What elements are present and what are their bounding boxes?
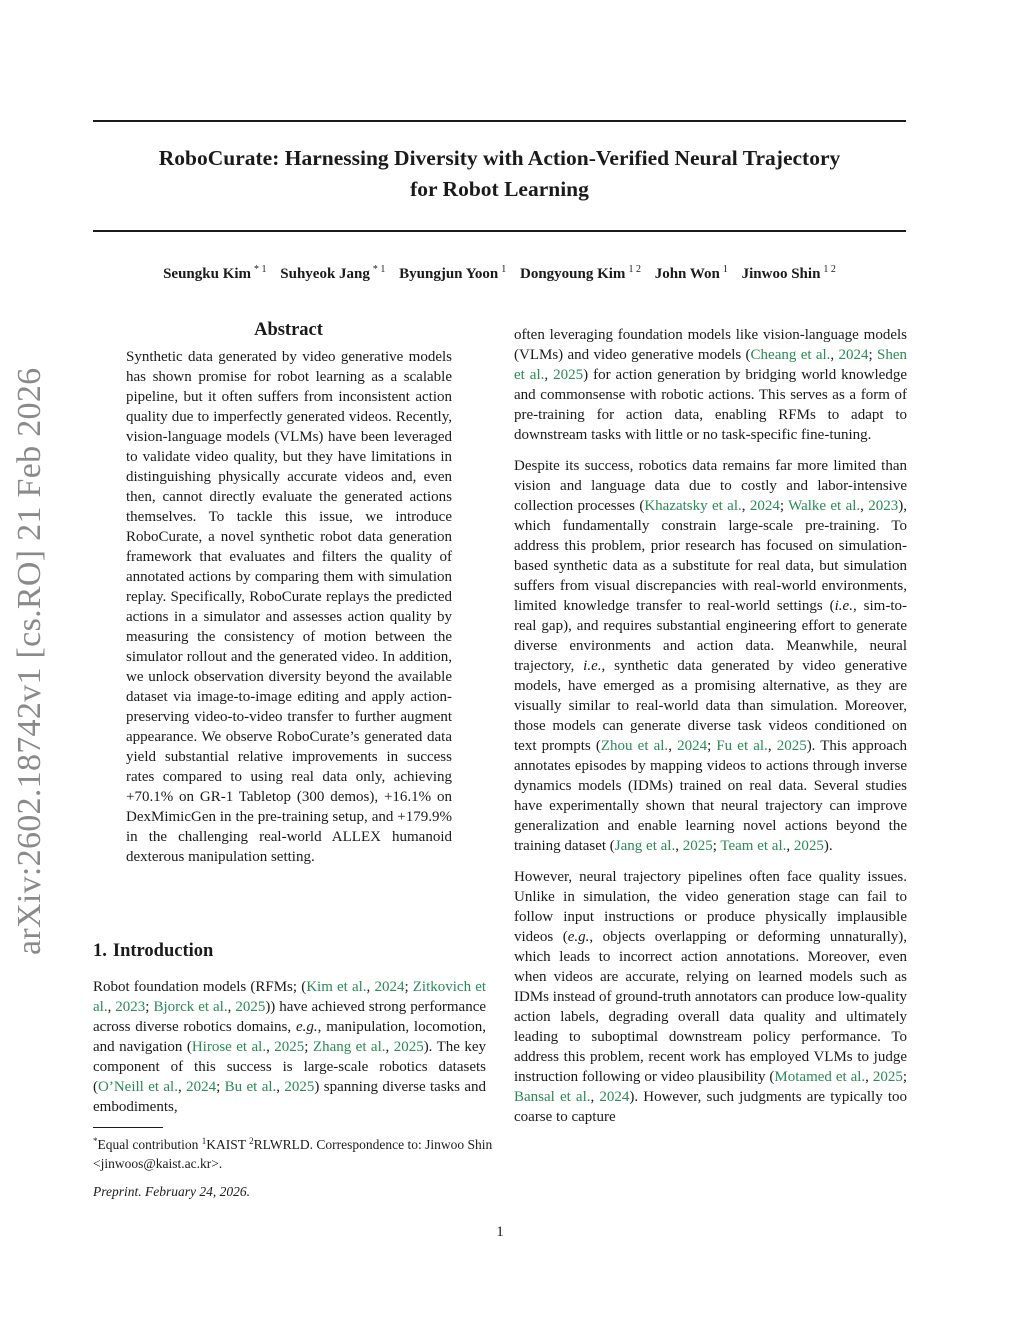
- citation-link[interactable]: 2025: [682, 838, 713, 854]
- title-line-2: for Robot Learning: [410, 177, 589, 201]
- preprint-notice: Preprint. February 24, 2026.: [93, 1184, 250, 1199]
- citation-link[interactable]: Shen et al.: [514, 347, 907, 383]
- citation-link[interactable]: Bansal et al.: [514, 1089, 591, 1105]
- intro-paragraph-3: Despite its success, robotics data remains far more limited than vision and language data due to costly and labor-intensive collection processes (Khazatsky et al., 2024; Walke et al., 2023), which fundamentally constrain large-scale pre-training. To address this problem, prior research has focused on simulation-based synthetic data as a substitute for real data, but simulation suffers from visual discrepancies with real-world environments, limited knowledge transfer to real-world settings (i.e., sim-to-real gap), and requires substantial engineering effort to generate diverse environments and action data. Meanwhile, neural trajectory, i.e., synthetic data generated by video generative models, have emerged as a promising alternative, as they are visually similar to real-world data than simulation. Moreover, those models can generate diverse task videos conditioned on text prompts (Zhou et al., 2024; Fu et al., 2025). This approach annotates episodes by mapping videos to actions through inverse dynamics models (IDMs) trained on real data. Several studies have experimentally shown that neural trajectory can improve generalization and enable learning novel actions beyond the training dataset (Jang et al., 2025; Team et al., 2025).: [514, 458, 908, 854]
- citation-link[interactable]: 2024: [677, 738, 708, 754]
- abstract-heading: Abstract: [254, 320, 323, 340]
- citation-link[interactable]: 2024: [374, 979, 405, 995]
- citation-link[interactable]: Jang et al.: [614, 838, 676, 854]
- citation-link[interactable]: 2025: [284, 1079, 315, 1095]
- citation-link[interactable]: Bu et al.: [224, 1079, 277, 1095]
- right-column: [514, 325, 907, 1138]
- author: Suhyeok Jang $^{* 1}$: [280, 264, 386, 282]
- citation-link[interactable]: Zitkovich et al.: [93, 979, 487, 1015]
- citation-link[interactable]: O’Neill et al.: [98, 1079, 178, 1095]
- author-list: [93, 264, 906, 283]
- arxiv-stamp: arXiv:2602.18742v1 [cs.RO] 21 Feb 2026: [11, 367, 48, 955]
- footnote-rule: [93, 1127, 163, 1128]
- citation-link[interactable]: Zhang et al.: [312, 1039, 386, 1055]
- abstract-text: Synthetic data generated by video generative models has shown promise for robot learning as a scalable pipeline, but it often suffers from inconsistent action quality due to imperfectly generated videos. Recently, vision-language models (VLMs) have been leveraged to validate video quality, but they have limitations in distinguishing physically accurate videos and, even then, cannot directly evaluate the generated actions themselves. To tackle this issue, we introduce RoboCurate, a novel synthetic robot data generation framework that evaluates and filters the quality of annotated actions by comparing them with simulation replay. Specifically, RoboCurate replays the predicted actions in a simulator and assesses action quality by measuring the consistency of motion between the simulator rollout and the generated video. In addition, we unlock observation diversity beyond the available dataset via image-to-image editing and apply action-preserving video-to-video transfer to further augment appearance. We observe RoboCurate’s generated data yield substantial relative improvements in success rates compared to using real data only, achieving +70.1% on GR-1 Tabletop (300 demos), +16.1% on DexMimicGen in the pre-training setup, and +179.9% in the challenging real-world ALLEX humanoid dexterous manipulation setting.: [126, 349, 452, 865]
- citation-link[interactable]: 2024: [186, 1079, 217, 1095]
- citation-link[interactable]: Hirose et al.: [191, 1039, 267, 1055]
- intro-paragraph-2: often leveraging foundation models like vision-language models (VLMs) and video generative models (Cheang et al., 2024; Shen et al., 2025) for action generation by bridging world knowledge and commonsense with robotic actions. This serves as a form of pre-training for action data, enabling RFMs to adapt to downstream tasks with little or no task-specific fine-tuning.: [514, 327, 907, 443]
- citation-link[interactable]: Motamed et al.: [774, 1069, 866, 1085]
- citation-link[interactable]: 2025: [393, 1039, 424, 1055]
- citation-link[interactable]: 2025: [793, 838, 824, 854]
- author: Byungjun Yoon $^1$: [399, 264, 507, 282]
- title-top-rule: [93, 120, 906, 122]
- citation-link[interactable]: Walke et al.: [788, 498, 861, 514]
- author: Seungku Kim $^{* 1}$: [163, 264, 267, 282]
- citation-link[interactable]: 2023: [115, 999, 146, 1015]
- citation-link[interactable]: 2024: [838, 347, 869, 363]
- citation-link[interactable]: Fu et al.: [716, 738, 768, 754]
- citation-link[interactable]: 2025: [553, 367, 584, 383]
- author: John Won $^1$: [654, 264, 728, 282]
- citation-link[interactable]: Bjorck et al.: [153, 999, 228, 1015]
- paper-title: [93, 143, 906, 205]
- intro-paragraph-1: Robot foundation models (RFMs; (Kim et al., 2024; Zitkovich et al., 2023; Bjorck et al., 2025)) have achieved strong performance across diverse robotics domains, e.g., manipulation, locomotion, and navigation (Hirose et al., 2025; Zhang et al., 2025). The key component of this success is large-scale robotics datasets (O’Neill et al., 2024; Bu et al., 2025) spanning diverse tasks and embodiments,: [93, 979, 487, 1115]
- author: Jinwoo Shin $^{1 2}$: [741, 264, 836, 282]
- section-heading-introduction: 1. Introduction: [93, 941, 214, 961]
- citation-link[interactable]: Kim et al.: [306, 979, 367, 995]
- title-bottom-rule: [93, 230, 906, 232]
- citation-link[interactable]: Khazatsky et al.: [644, 498, 742, 514]
- citation-link[interactable]: Team et al.: [720, 838, 787, 854]
- page-number: 1: [496, 1224, 504, 1240]
- citation-link[interactable]: 2023: [868, 498, 899, 514]
- intro-paragraph-4: However, neural trajectory pipelines often face quality issues. Unlike in simulation, the video generation stage can fail to follow input instructions or produce physically implausible videos (e.g., objects overlapping or deforming unnaturally), which leads to incorrect action annotations. Moreover, even when videos are accurate, relying on learned models such as IDMs instead of ground-truth annotators can produce low-quality action labels, degrading overall data quality and ultimately leading to suboptimal downstream policy performance. To address this problem, recent work has employed VLMs to judge instruction following or video plausibility (Motamed et al., 2025; Bansal et al., 2024). However, such judgments are typically too coarse to capture: [514, 869, 908, 1125]
- citation-link[interactable]: 2025: [235, 999, 266, 1015]
- footnote: *Equal contribution $^1$KAIST $^2$RLWRLD. Correspondence to: Jinwoo Shin <jinwoos@kaist.ac.kr>.: [93, 1136, 493, 1171]
- citation-link[interactable]: 2024: [599, 1089, 630, 1105]
- citation-link[interactable]: 2025: [776, 738, 807, 754]
- citation-link[interactable]: 2025: [274, 1039, 305, 1055]
- author: Dongyoung Kim $^{1 2}$: [519, 264, 641, 282]
- citation-link[interactable]: 2025: [872, 1069, 903, 1085]
- citation-link[interactable]: Cheang et al.: [750, 347, 831, 363]
- title-line-1: RoboCurate: Harnessing Diversity with Action-Verified Neural Trajectory: [158, 146, 841, 170]
- citation-link[interactable]: 2024: [749, 498, 780, 514]
- citation-link[interactable]: Zhou et al.: [600, 738, 669, 754]
